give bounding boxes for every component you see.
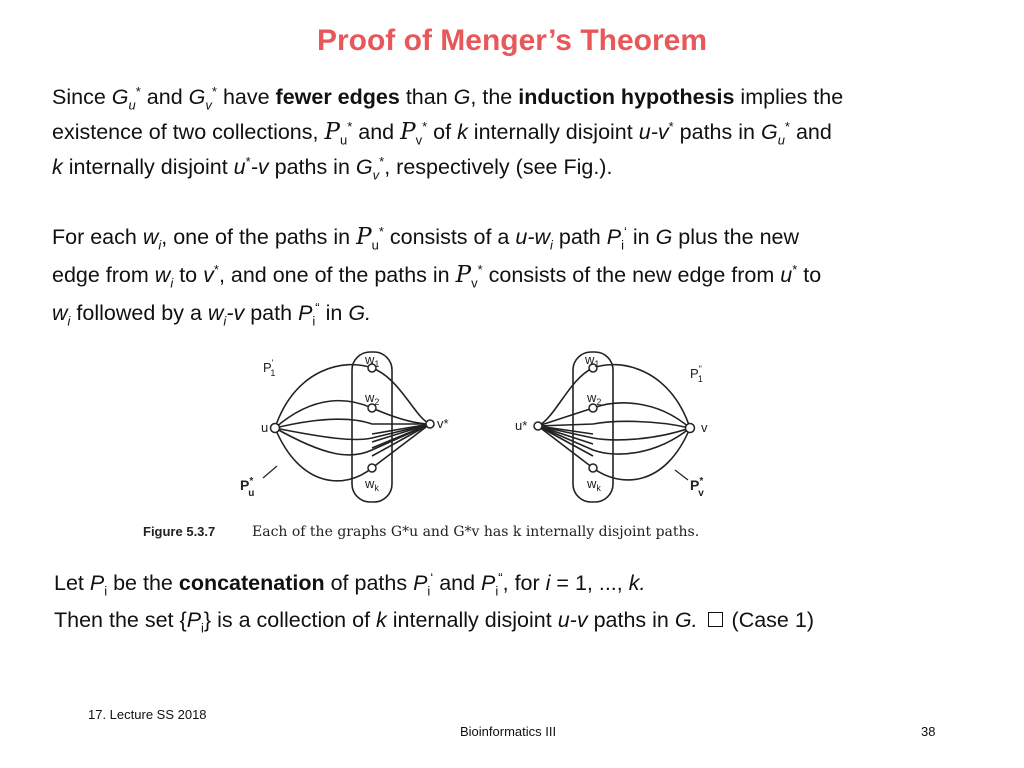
label-wk-right: $w_k$: [587, 476, 601, 493]
label-P1-doubleprime: P" 1: [690, 364, 703, 384]
label-w1-left: $w_1$: [365, 352, 380, 369]
vertex-wk-left: [368, 464, 376, 472]
label-v-right: v: [701, 420, 708, 435]
vertex-wk-right: [589, 464, 597, 472]
figure-caption-text: Each of the graphs G*u and G*v has k internally disjoint paths.: [252, 524, 700, 540]
paragraph-path-construction: For each $w_i$, one of the paths in $P_u^*$ consists of a $u-w_i$ path $P_i^‘$ in G plus the new edge from $w_i$ to v*, and one of the paths in $P_v^*$ consists of the new edge from u* to $w_i$ followed by a $w_i-v$ path $P_i^“$ in G.: [52, 223, 822, 329]
label-wk-left: $w_k$: [365, 476, 379, 493]
paragraph-conclusion: Let $P_i$ be the concatenation of paths $P_i^‘$ and $P_i^“$, for i = 1, ..., k. Then the set $\{P_i\}$ is a collection of k internally disjoint u-v paths in G. (Case 1): [54, 569, 814, 636]
paragraph-induction: Since $G_u^*$ and $G_v^*$ have fewer edges than G, the induction hypothesis implies the existence of two collections, $P_u^*$ and $P_v^*$ of k internally disjoint u-v* paths in $G_u^*$ and k internally disjoint u*-v paths in $G_v^*$, respectively (see Fig.).: [52, 83, 844, 183]
label-P1-prime: P' 1: [263, 358, 276, 378]
footer-course: Bioinformatics III: [460, 724, 557, 739]
slide-title: Proof of Menger’s Theorem: [316, 24, 708, 57]
vertex-vstar-left: [426, 420, 434, 428]
emphasis-induction-hypothesis: induction hypothesis: [518, 85, 735, 109]
label-vstar-left: v*: [437, 416, 449, 431]
page-number: 38: [921, 724, 936, 739]
footer-lecture: 17. Lecture SS 2018: [88, 707, 207, 722]
menger-figure: [95, 338, 840, 553]
vertex-v-right: [686, 424, 695, 433]
emphasis-concatenation: concatenation: [178, 571, 325, 595]
right-vertices: [534, 364, 695, 472]
figure-caption-label: Figure 5.3.7: [143, 524, 216, 539]
label-Pu-star: P* u: [240, 476, 255, 499]
vertex-ustar-right: [534, 422, 542, 430]
emphasis-fewer-edges: fewer edges: [275, 85, 400, 109]
label-u-left: u: [261, 420, 269, 435]
qed-box-icon: [708, 612, 723, 627]
vertex-u-left: [271, 424, 280, 433]
label-w2-right: $w_2$: [587, 390, 602, 407]
label-w2-left: $w_2$: [365, 390, 380, 407]
left-graph: [275, 352, 430, 502]
right-graph: [538, 352, 690, 502]
label-Pv-star: P* v: [690, 476, 704, 499]
label-ustar-right: u*: [515, 418, 528, 433]
label-w1-right: $w_1$: [585, 352, 600, 369]
